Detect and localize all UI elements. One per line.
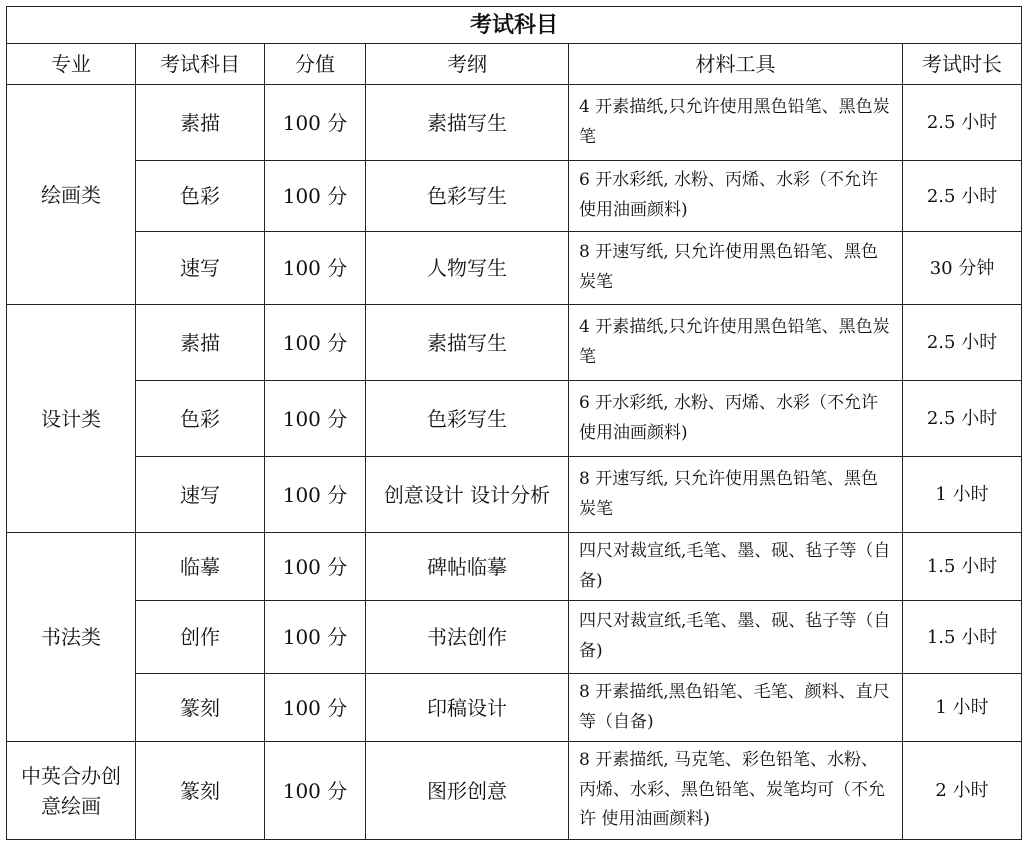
score-cell: 100 分	[265, 674, 366, 742]
subject-cell: 速写	[136, 457, 265, 533]
table-row	[7, 85, 1022, 161]
score-cell: 100 分	[265, 457, 366, 533]
score-cell: 100 分	[265, 161, 366, 232]
materials-cell: 四尺对裁宣纸,毛笔、墨、砚、毡子等（自备)	[569, 533, 903, 601]
score-cell: 100 分	[265, 381, 366, 457]
syllabus-cell: 图形创意	[366, 742, 569, 840]
syllabus-cell: 人物写生	[366, 232, 569, 305]
materials-cell: 8 开速写纸, 只允许使用黑色铅笔、黑色炭笔	[569, 457, 903, 533]
duration-cell: 2.5 小时	[903, 161, 1022, 232]
header-syllabus: 考纲	[366, 44, 569, 85]
score-cell: 100 分	[265, 305, 366, 381]
duration-cell: 2.5 小时	[903, 305, 1022, 381]
duration-cell: 1.5 小时	[903, 533, 1022, 601]
score-cell: 100 分	[265, 601, 366, 674]
header-materials: 材料工具	[569, 44, 903, 85]
subject-cell: 色彩	[136, 381, 265, 457]
duration-cell: 1 小时	[903, 457, 1022, 533]
table-title: 考试科目	[7, 7, 1022, 44]
subject-cell: 篆刻	[136, 742, 265, 840]
table-row	[7, 742, 1022, 840]
materials-cell: 8 开速写纸, 只允许使用黑色铅笔、黑色炭笔	[569, 232, 903, 305]
syllabus-cell: 素描写生	[366, 85, 569, 161]
duration-cell: 30 分钟	[903, 232, 1022, 305]
subject-cell: 素描	[136, 305, 265, 381]
table-row	[7, 305, 1022, 381]
score-cell: 100 分	[265, 85, 366, 161]
table-row	[7, 601, 1022, 674]
materials-cell: 8 开素描纸,黑色铅笔、毛笔、颜料、直尺等（自备)	[569, 674, 903, 742]
materials-cell: 6 开水彩纸, 水粉、丙烯、水彩（不允许使用油画颜料)	[569, 161, 903, 232]
duration-cell: 1.5 小时	[903, 601, 1022, 674]
table-row	[7, 457, 1022, 533]
syllabus-cell: 素描写生	[366, 305, 569, 381]
syllabus-cell: 色彩写生	[366, 381, 569, 457]
materials-cell: 4 开素描纸,只允许使用黑色铅笔、黑色炭笔	[569, 85, 903, 161]
subject-cell: 速写	[136, 232, 265, 305]
major-cell: 书法类	[7, 533, 136, 742]
header-duration: 考试时长	[903, 44, 1022, 85]
subject-cell: 篆刻	[136, 674, 265, 742]
header-major: 专业	[7, 44, 136, 85]
exam-subjects-table	[6, 6, 1022, 840]
syllabus-cell: 印稿设计	[366, 674, 569, 742]
table-row	[7, 381, 1022, 457]
materials-cell: 4 开素描纸,只允许使用黑色铅笔、黑色炭笔	[569, 305, 903, 381]
table-row	[7, 674, 1022, 742]
duration-cell: 2.5 小时	[903, 85, 1022, 161]
syllabus-cell: 碑帖临摹	[366, 533, 569, 601]
title-row	[7, 7, 1022, 44]
duration-cell: 2 小时	[903, 742, 1022, 840]
materials-cell: 四尺对裁宣纸,毛笔、墨、砚、毡子等（自备)	[569, 601, 903, 674]
major-cell: 中英合办创意绘画	[7, 742, 136, 840]
header-score: 分值	[265, 44, 366, 85]
syllabus-cell: 创意设计 设计分析	[366, 457, 569, 533]
syllabus-cell: 书法创作	[366, 601, 569, 674]
materials-cell: 6 开水彩纸, 水粉、丙烯、水彩（不允许使用油画颜料)	[569, 381, 903, 457]
table-row	[7, 533, 1022, 601]
materials-cell: 8 开素描纸, 马克笔、彩色铅笔、水粉、丙烯、水彩、黑色铅笔、炭笔均可（不允许 使用油画颜料)	[569, 742, 903, 840]
header-row	[7, 44, 1022, 85]
score-cell: 100 分	[265, 533, 366, 601]
subject-cell: 创作	[136, 601, 265, 674]
subject-cell: 临摹	[136, 533, 265, 601]
score-cell: 100 分	[265, 232, 366, 305]
syllabus-cell: 色彩写生	[366, 161, 569, 232]
subject-cell: 色彩	[136, 161, 265, 232]
duration-cell: 2.5 小时	[903, 381, 1022, 457]
subject-cell: 素描	[136, 85, 265, 161]
exam-table-container	[6, 6, 1022, 840]
table-row	[7, 161, 1022, 232]
duration-cell: 1 小时	[903, 674, 1022, 742]
major-cell: 设计类	[7, 305, 136, 533]
table-row	[7, 232, 1022, 305]
header-subject: 考试科目	[136, 44, 265, 85]
score-cell: 100 分	[265, 742, 366, 840]
major-cell: 绘画类	[7, 85, 136, 305]
